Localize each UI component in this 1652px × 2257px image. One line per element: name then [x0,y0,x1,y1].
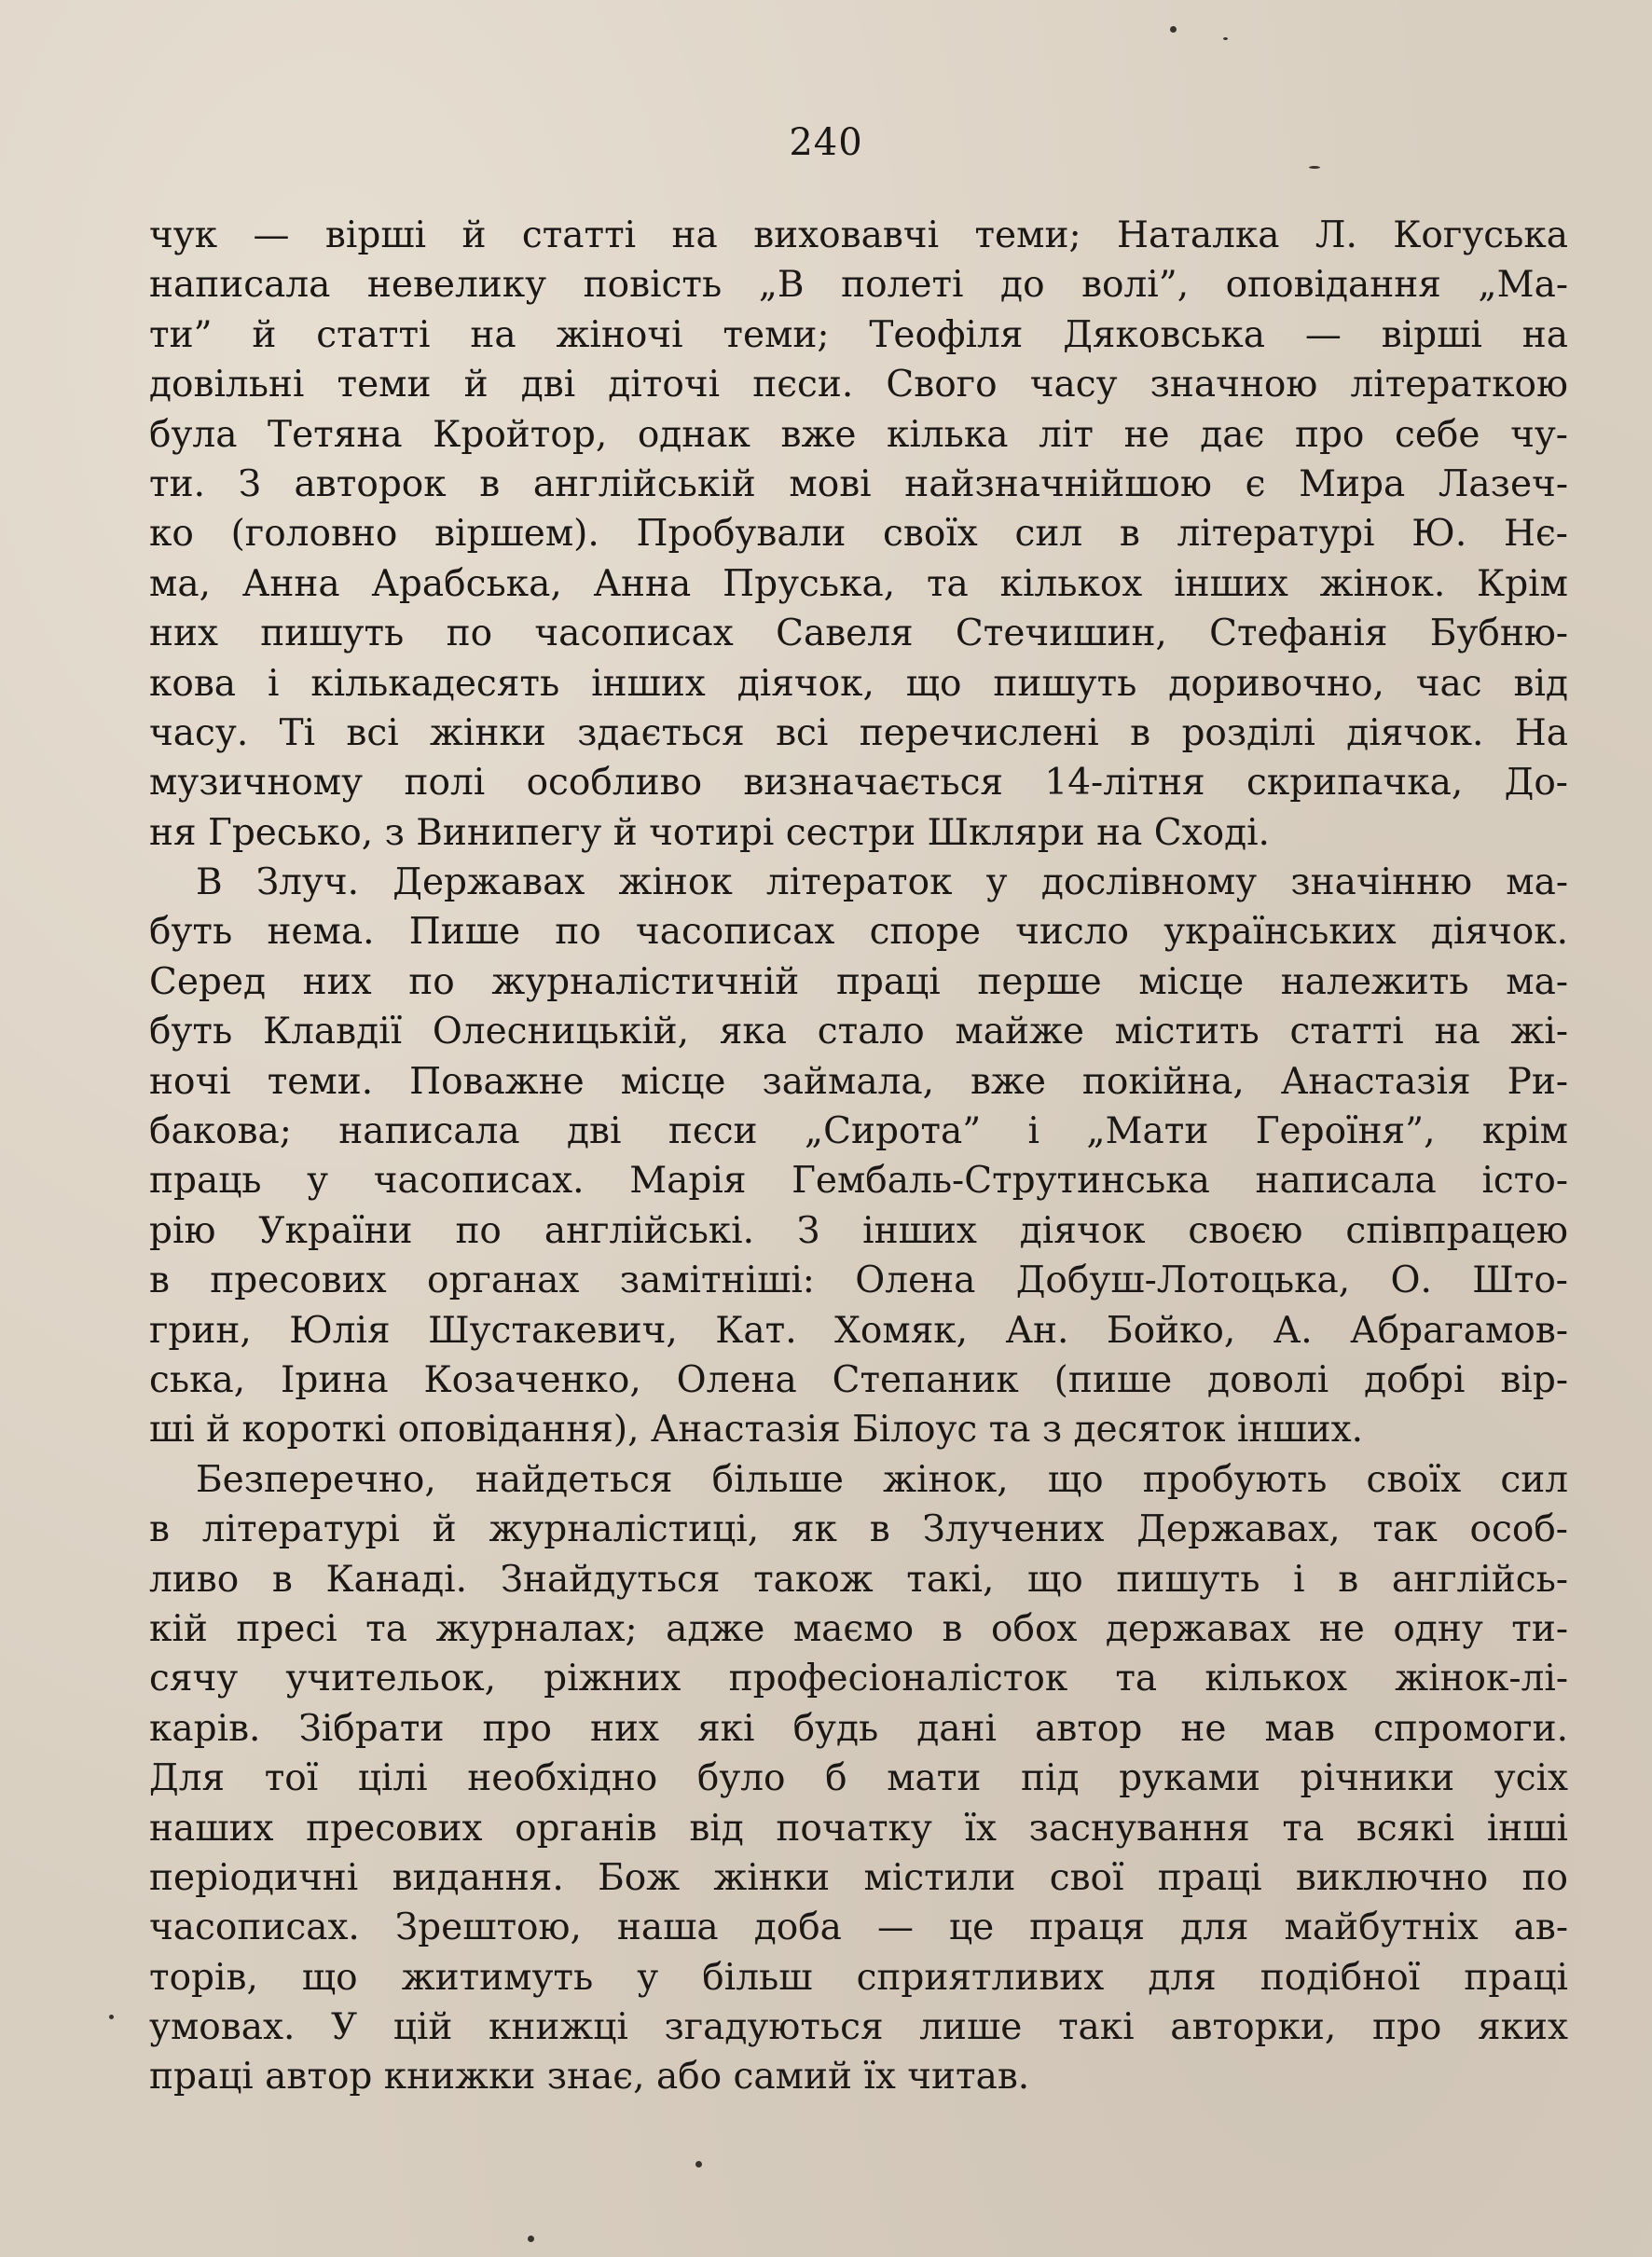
text-line: музичному полі особливо визначається 14-літня скрипачка, До- [149,762,1568,805]
text-line: кій пресі та журналах; адже маємо в обох державах не одну ти- [149,1607,1568,1650]
text-line: наших пресових органів від початку їх заснування та всякі інші [149,1807,1568,1850]
text-line: Серед них по журналістичній праці перше місце належить ма- [149,960,1568,1003]
print-speck [528,2236,534,2242]
text-line: в пресових органах замітніші: Олена Добуш-Лотоцька, О. Што- [149,1259,1568,1302]
text-line: ська, Ірина Козаченко, Олена Степаник (пише доволі добрі вір- [149,1358,1568,1401]
page-number: 240 [789,121,863,164]
text-line: написала невелику повість „В полеті до волі”, оповідання „Ма- [149,264,1568,307]
text-line: довільні теми й дві діточі пєси. Свого часу значною літераткою [149,364,1568,406]
text-line: ма, Анна Арабська, Анна Пруська, та кількох інших жінок. Крім [149,562,1568,605]
text-line: кова і кількадесять інших діячок, що пишуть доривочно, час від [149,662,1568,705]
print-speck [1223,37,1228,40]
print-speck [109,2015,114,2019]
text-line: ти” й статті на жіночі теми; Теофіля Дяковська — вірші на [149,313,1568,356]
print-speck [695,2161,702,2168]
paragraph [149,858,1568,1455]
text-line: була Тетяна Кройтор, однак вже кілька літ не дає про себе чу- [149,413,1568,456]
paragraph [149,1455,1568,2102]
paragraph [149,211,1568,858]
text-line: Безперечно, найдеться більше жінок, що пробують своїх сил [196,1458,1568,1501]
text-line: праці автор книжки знає, або самий їх читав. [149,2056,1030,2099]
text-line: ко (головно віршем). Пробували своїх сил в літературі Ю. Нє- [149,513,1568,556]
text-line: Для тої цілі необхідно було б мати під руками річники усіх [149,1757,1568,1800]
text-line: праць у часописах. Марія Гембаль-Струтинська написала істо- [149,1160,1568,1203]
text-line: ливо в Канаді. Знайдуться також такі, що пишуть і в англійсь- [149,1558,1568,1601]
text-line: бакова; написала дві пєси „Сирота” і „Мати Героїня”, крім [149,1110,1568,1153]
text-line: сячу учительок, ріжних професіоналісток та кількох жінок-лі- [149,1658,1568,1700]
text-line: умовах. У цій книжці згадуються лише такі авторки, про яких [149,2006,1568,2049]
text-line: торів, що житимуть у більш сприятливих для подібної праці [149,1956,1568,1999]
text-line: чук — вірші й статті на виховавчі теми; Наталка Л. Когуська [149,214,1568,256]
text-line: періодичні видання. Бож жінки містили свої праці виключно по [149,1856,1568,1899]
text-line: рію України по англійські. З інших діячок своєю співпрацею [149,1209,1568,1252]
text-line: ти. З авторок в англійській мові найзначнійшою є Мира Лазеч- [149,462,1568,505]
text-line: грин, Юлія Шустакевич, Кат. Хомяк, Ан. Бойко, А. Абрагамов- [149,1309,1568,1352]
text-line: буть Клавдії Олесницькій, яка стало майже містить статті на жі- [149,1011,1568,1053]
print-speck [1309,166,1320,169]
text-line: ночі теми. Поважне місце займала, вже покійна, Анастазія Ри- [149,1060,1568,1103]
text-line: часу. Ті всі жінки здається всі перечислені в розділі діячок. На [149,711,1568,754]
text-line: буть нема. Пише по часописах споре число українських діячок. [149,911,1568,954]
text-line: В Злуч. Державах жінок літераток у дослівному значінню ма- [196,861,1568,904]
text-line: часописах. Зрештою, наша доба — це праця для майбутніх ав- [149,1906,1568,1949]
text-line: в літературі й журналістиці, як в Злучених Державах, так особ- [149,1508,1568,1551]
body-text [149,211,1568,2102]
text-line: ші й короткі оповідання), Анастазія Білоус та з десяток інших. [149,1409,1364,1452]
text-line: ня Гресько, з Винипегу й чотирі сестри Шкляри на Сході. [149,811,1270,854]
text-line: карів. Зібрати про них які будь дані автор не мав спромоги. [149,1707,1568,1750]
text-line: них пишуть по часописах Савеля Стечишин, Стефанія Бубню- [149,612,1568,655]
print-speck [1170,26,1177,33]
